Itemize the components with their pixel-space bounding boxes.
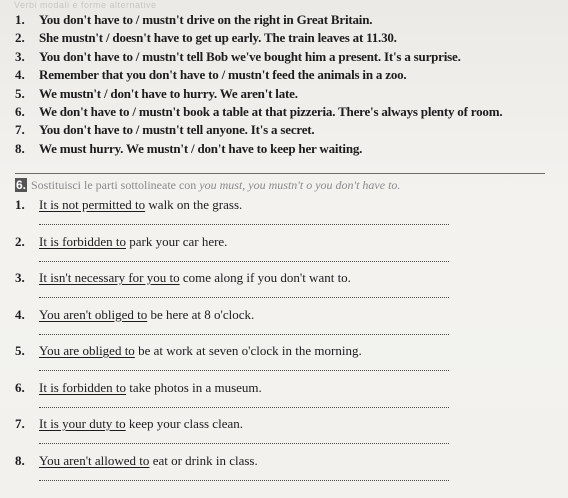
item-rest: walk on the grass. [145,197,243,212]
divider [15,173,545,174]
answer-line[interactable] [39,261,449,262]
item-text: You don't have to / mustn't tell anyone. It's a secret. [39,122,315,138]
answer-line[interactable] [39,370,449,371]
exercise-6-header [15,173,545,195]
item-number: 5. [15,85,25,101]
underlined-phrase: It is your duty to [39,416,126,431]
item-number: 1. [15,12,25,27]
underlined-phrase: It is forbidden to [39,379,127,395]
list-item [15,415,555,452]
list-item [15,342,555,379]
item-number: 8. [15,452,25,468]
item-number: 2. [15,233,25,249]
list-item [15,103,555,121]
list-item [15,233,555,270]
item-text: We don't have to / mustn't book a table at that pizzeria. There's always plenty of room. [39,103,503,119]
item-rest: park your car here. [126,233,228,249]
exercise-number-badge: 6. [15,178,26,192]
item-rest: take photos in a museum. [126,379,262,395]
answer-line[interactable] [39,224,449,225]
item-rest: come along if you don't want to. [179,270,351,285]
item-number: 5. [15,343,25,358]
list-item [15,452,555,489]
underlined-phrase: It isn't necessary for you to [39,270,180,285]
exercise-instruction [31,178,400,192]
list-item [15,196,555,233]
item-number: 7. [15,416,25,431]
item-text: Remember that you don't have to / mustn't feed the animals in a zoo. [39,67,407,83]
item-number: 3. [15,48,25,64]
item-number: 6. [15,379,25,395]
item-rest: be at work at seven o'clock in the morning. [134,343,362,358]
underlined-phrase: You aren't obliged to [39,306,148,322]
exercise-6-list [15,196,555,488]
list-item [15,269,555,306]
item-number: 7. [15,122,25,138]
answer-line[interactable] [39,443,449,444]
item-rest: keep your class clean. [125,416,243,431]
underlined-phrase: It is not permitted to [39,197,146,212]
underlined-phrase: You are obliged to [39,343,135,358]
item-rest: be here at 8 o'clock. [147,306,255,322]
header-fragment: Verbi modali e forme alternative [14,0,157,8]
underlined-phrase: You aren't allowed to [39,452,150,468]
item-rest: eat or drink in class. [149,452,258,468]
answer-line[interactable] [39,334,449,335]
underlined-phrase: It is forbidden to [39,233,127,249]
instruction-options: you must, you mustn't o you don't have to. [199,178,401,192]
list-item [15,306,555,343]
item-text: We mustn't / don't have to hurry. We aren't late. [39,85,298,101]
instruction-prefix: Sostituisci le parti sottolineate con [31,178,197,192]
answer-line[interactable] [39,407,449,408]
item-number: 2. [15,30,25,46]
list-item [15,379,555,416]
answer-line[interactable] [39,480,449,481]
list-item [15,85,555,103]
item-text: You don't have to / mustn't drive on the right in Great Britain. [39,12,373,27]
list-item [15,121,555,139]
item-number: 4. [15,306,25,322]
list-item [15,66,555,84]
item-number: 1. [15,197,25,212]
list-item [15,48,555,66]
list-item [15,29,555,47]
item-number: 6. [15,103,25,119]
item-text: She mustn't / doesn't have to get up early. The train leaves at 11.30. [39,30,397,46]
item-text: You don't have to / mustn't tell Bob we've bought him a present. It's a surprise. [39,48,461,64]
item-text: We must hurry. We mustn't / don't have to keep her waiting. [39,140,363,156]
item-number: 3. [15,270,25,285]
list-item [15,140,555,158]
item-number: 4. [15,67,25,83]
exercise-5-list [15,11,555,158]
list-item [15,11,555,29]
item-number: 8. [15,140,25,156]
answer-line[interactable] [39,297,449,298]
